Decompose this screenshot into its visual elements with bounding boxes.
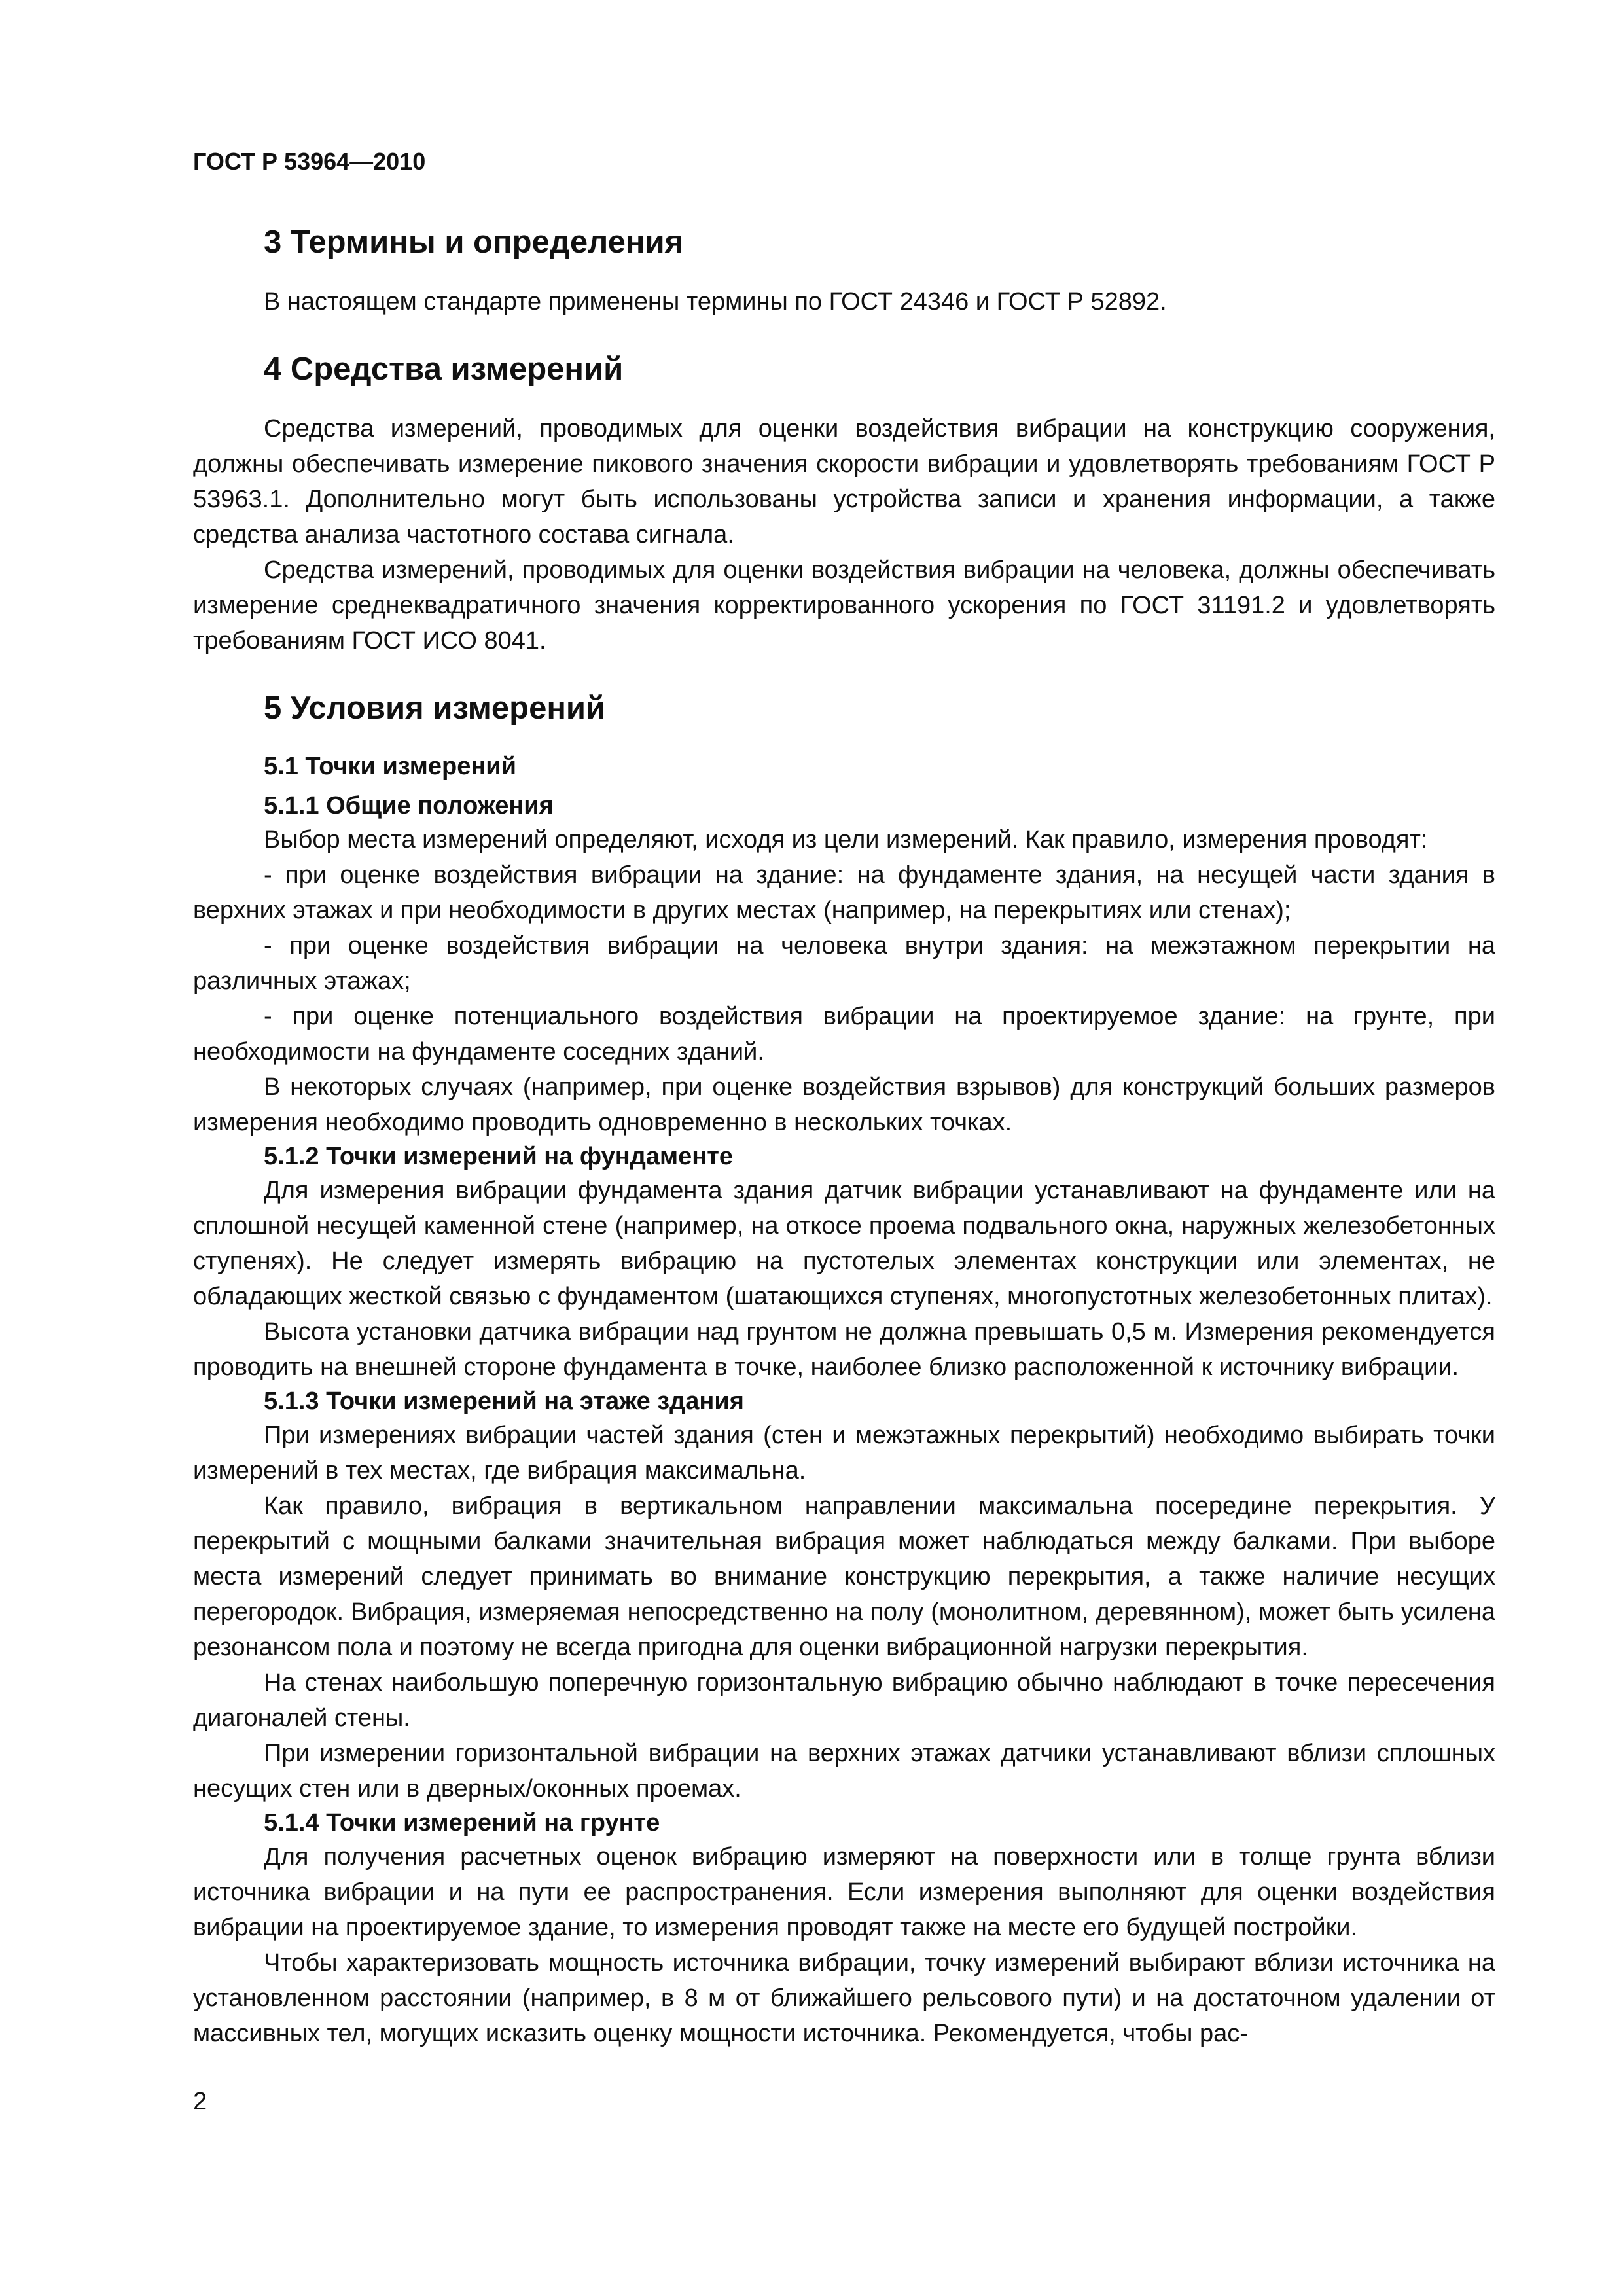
subsection-5-1-3-title: 5.1.3 Точки измерений на этаже здания (264, 1388, 744, 1415)
section-4-title: 4 Средства измерений (264, 351, 624, 387)
paragraph-5-1-4: Чтобы характеризовать мощность источника вибрации, точку измерений выбирают вблизи источника на установленном расстоянии (например, в 8 м от ближайшего рельсового пути) и на достаточном удалении от массивных тел, могущих исказить оценку мощности источника. Рекомендуется, чтобы рас- (193, 1949, 1495, 2047)
paragraph-5-1-1: Выбор места измерений определяют, исходя из цели измерений. Как правило, измерения проводят: (264, 826, 1428, 853)
section-4-paragraph: Средства измерений, проводимых для оценки воздействия вибрации на конструкцию сооружения, должны обеспечивать измерение пикового значения скорости вибрации и удовлетворять требованиям ГОСТ Р 53963.1. Дополнительно могут быть использованы устройства записи и хранения информации, а также средства анализа частотного состава сигнала. (193, 415, 1495, 548)
subsection-5-1-1-title: 5.1.1 Общие положения (264, 792, 554, 819)
paragraph-5-1-1: В некоторых случаях (например, при оценке воздействия взрывов) для конструкций больших размеров измерения необходимо проводить одновременно в нескольких точках. (193, 1073, 1495, 1136)
paragraph-5-1-2: Для измерения вибрации фундамента здания датчик вибрации устанавливают на фундаменте или на сплошной несущей каменной стене (например, на откосе проема подвального окна, наружных железобетонных ступенях). Не следует измерять вибрацию на пустотелых элементах конструкции или элементах, не обладающих жесткой связью с фундаментом (шатающихся ступенях, многопустотных железобетонных плитах). (193, 1177, 1495, 1310)
paragraph-5-1-3: На стенах наибольшую поперечную горизонтальную вибрацию обычно наблюдают в точке пересечения диагоналей стены. (193, 1669, 1495, 1732)
page-number: 2 (193, 2088, 207, 2115)
subsection-5-1-2-title: 5.1.2 Точки измерений на фундаменте (264, 1143, 733, 1170)
page-content (193, 223, 1495, 2051)
subsection-5-1-title: 5.1 Точки измерений (264, 753, 517, 780)
section-5-title: 5 Условия измерений (264, 691, 606, 726)
list-item-5-1-1: - при оценке воздействия вибрации на здание: на фундаменте здания, на несущей части здания в верхних этажах и при необходимости в других местах (например, на перекрытиях или стенах); (193, 861, 1495, 924)
paragraph-5-1-3: При измерениях вибрации частей здания (стен и межэтажных перекрытий) необходимо выбирать точки измерений в тех местах, где вибрация максимальна. (193, 1422, 1495, 1484)
paragraph-5-1-3: При измерении горизонтальной вибрации на верхних этажах датчики устанавливают вблизи сплошных несущих стен или в дверных/оконных проемах. (193, 1740, 1495, 1803)
paragraph-5-1-3: Как правило, вибрация в вертикальном направлении максимальна посередине перекрытия. У перекрытий с мощными балками значительная вибрация может наблюдаться между балками. При выборе места измерений следует принимать во внимание конструкцию перекрытия, а также наличие несущих перегородок. Вибрация, измеряемая непосредственно на полу (монолитном, деревянном), может быть усилена резонансом пола и поэтому не всегда пригодна для оценки вибрационной нагрузки перекрытия. (193, 1492, 1495, 1661)
paragraph-5-1-4: Для получения расчетных оценок вибрацию измеряют на поверхности или в толще грунта вблизи источника вибрации и на пути ее распространения. Если измерения выполняют для оценки воздействия вибрации на проектируемое здание, то измерения проводят также на месте его будущей постройки. (193, 1843, 1495, 1941)
section-4-paragraph: Средства измерений, проводимых для оценки воздействия вибрации на человека, должны обеспечивать измерение среднеквадратичного значения корректированного ускорения по ГОСТ 31191.2 и удовлетворять требованиям ГОСТ ИСО 8041. (193, 556, 1495, 655)
paragraph-5-1-2: Высота установки датчика вибрации над грунтом не должна превышать 0,5 м. Измерения рекомендуется проводить на внешней стороне фундамента в точке, наиболее близко расположенной к источнику вибрации. (193, 1318, 1495, 1381)
section-3-title: 3 Термины и определения (264, 224, 684, 260)
section-3-paragraph: В настоящем стандарте применены термины по ГОСТ 24346 и ГОСТ Р 52892. (264, 288, 1167, 315)
document-id: ГОСТ Р 53964—2010 (193, 148, 426, 175)
subsection-5-1-4-title: 5.1.4 Точки измерений на грунте (264, 1809, 660, 1837)
list-item-5-1-1: - при оценке потенциального воздействия вибрации на проектируемое здание: на грунте, при необходимости на фундаменте соседних зданий. (193, 1003, 1495, 1066)
list-item-5-1-1: - при оценке воздействия вибрации на человека внутри здания: на межэтажном перекрытии на различных этажах; (193, 932, 1495, 995)
